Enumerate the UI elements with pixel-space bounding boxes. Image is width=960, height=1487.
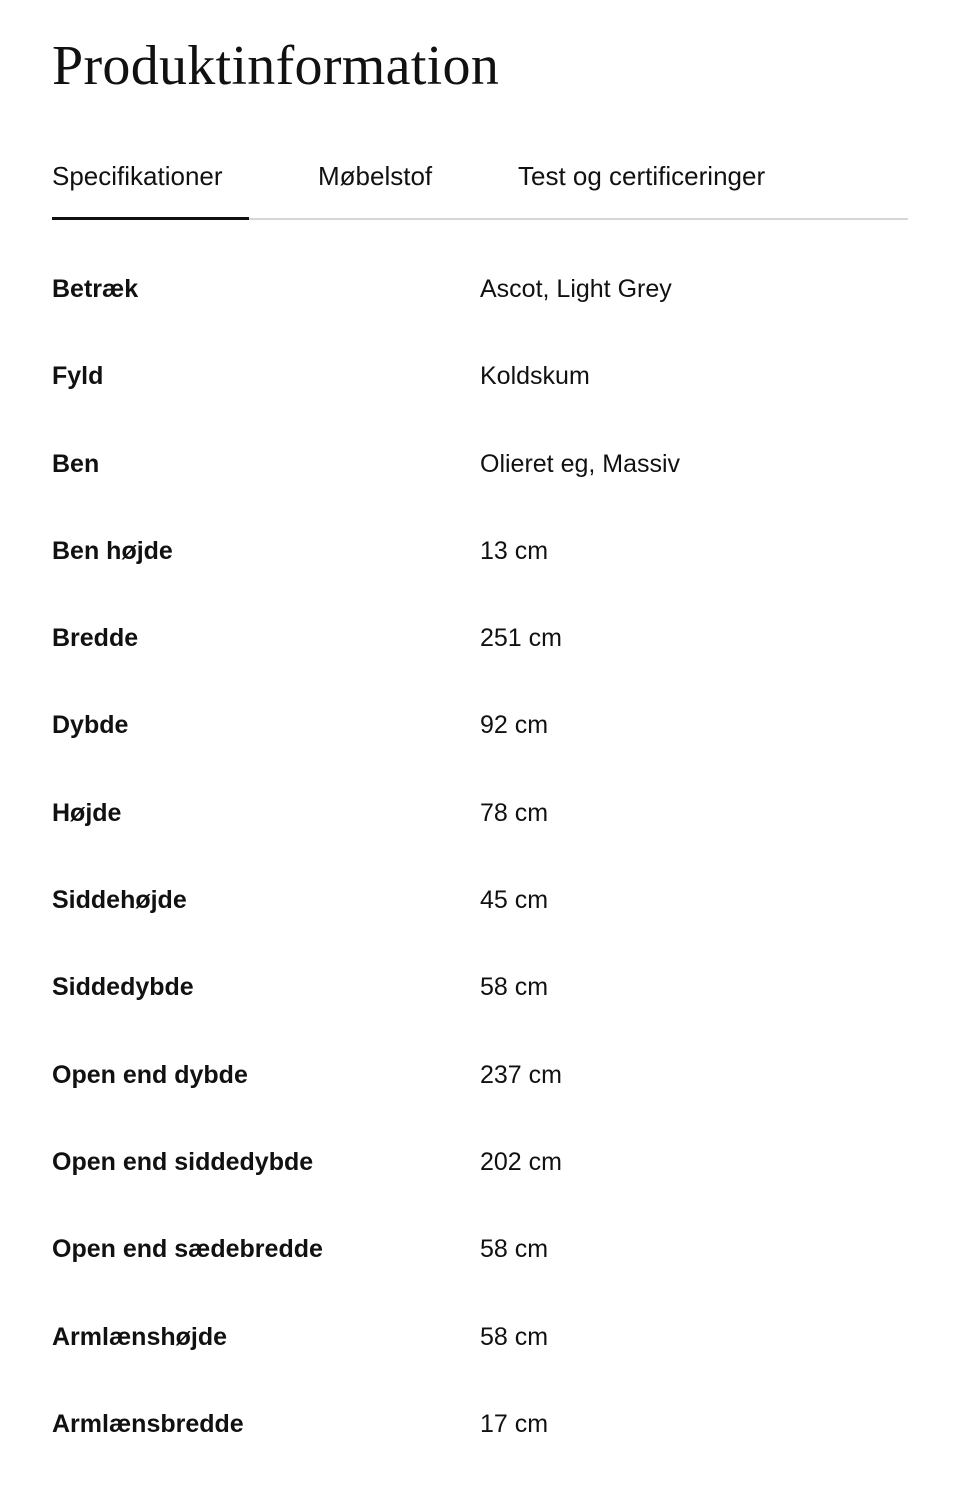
spec-row (52, 944, 908, 1031)
spec-label: Armlænsbredde (52, 1409, 244, 1438)
spec-row (52, 1119, 908, 1206)
tab-specifications-label: Specifikationer (52, 161, 223, 191)
specifications-list (52, 246, 908, 1468)
spec-label: Siddedybde (52, 973, 194, 1002)
page-title: Produktinformation (52, 35, 500, 97)
tab-upholstery-fabric[interactable] (318, 150, 432, 218)
spec-label: Open end sædebredde (52, 1235, 323, 1264)
active-tab-underline (52, 217, 249, 220)
spec-label: Ben (52, 449, 100, 478)
tab-tests-certifications[interactable] (518, 150, 765, 218)
spec-value: Ascot, Light Grey (480, 275, 672, 303)
spec-label: Armlænshøjde (52, 1322, 228, 1351)
spec-row (52, 1032, 908, 1119)
spec-row (52, 1381, 908, 1468)
spec-row (52, 246, 908, 333)
spec-value: 58 cm (480, 1322, 549, 1351)
spec-value: 251 cm (480, 624, 562, 653)
spec-row (52, 1206, 908, 1293)
spec-value: 92 cm (480, 711, 549, 740)
spec-label: Betræk (52, 275, 139, 303)
spec-row (52, 333, 908, 420)
spec-value: 45 cm (480, 886, 549, 915)
spec-label: Bredde (52, 624, 139, 653)
spec-row (52, 421, 908, 508)
spec-row (52, 1294, 908, 1381)
spec-value: 58 cm (480, 973, 549, 1002)
spec-value: 13 cm (480, 536, 549, 565)
spec-value: 58 cm (480, 1235, 549, 1264)
tab-tests-certifications-label: Test og certificeringer (518, 161, 766, 191)
spec-value: 17 cm (480, 1409, 549, 1438)
spec-label: Højde (52, 798, 122, 827)
spec-row (52, 508, 908, 595)
spec-label: Ben højde (52, 536, 173, 565)
spec-row (52, 682, 908, 769)
spec-label: Dybde (52, 711, 129, 740)
spec-label: Open end siddedybde (52, 1147, 314, 1176)
spec-label: Open end dybde (52, 1060, 248, 1089)
spec-value: 78 cm (480, 798, 549, 827)
spec-value: 237 cm (480, 1060, 562, 1089)
spec-value: 202 cm (480, 1147, 562, 1176)
spec-label: Siddehøjde (52, 886, 187, 915)
product-info-tabs (52, 150, 908, 220)
spec-row (52, 857, 908, 944)
spec-value: Koldskum (480, 362, 590, 391)
spec-label: Fyld (52, 362, 104, 391)
spec-value: Olieret eg, Massiv (480, 449, 681, 478)
tab-upholstery-fabric-label: Møbelstof (318, 161, 433, 191)
spec-row (52, 770, 908, 857)
tab-specifications[interactable] (52, 150, 223, 218)
spec-row (52, 595, 908, 682)
